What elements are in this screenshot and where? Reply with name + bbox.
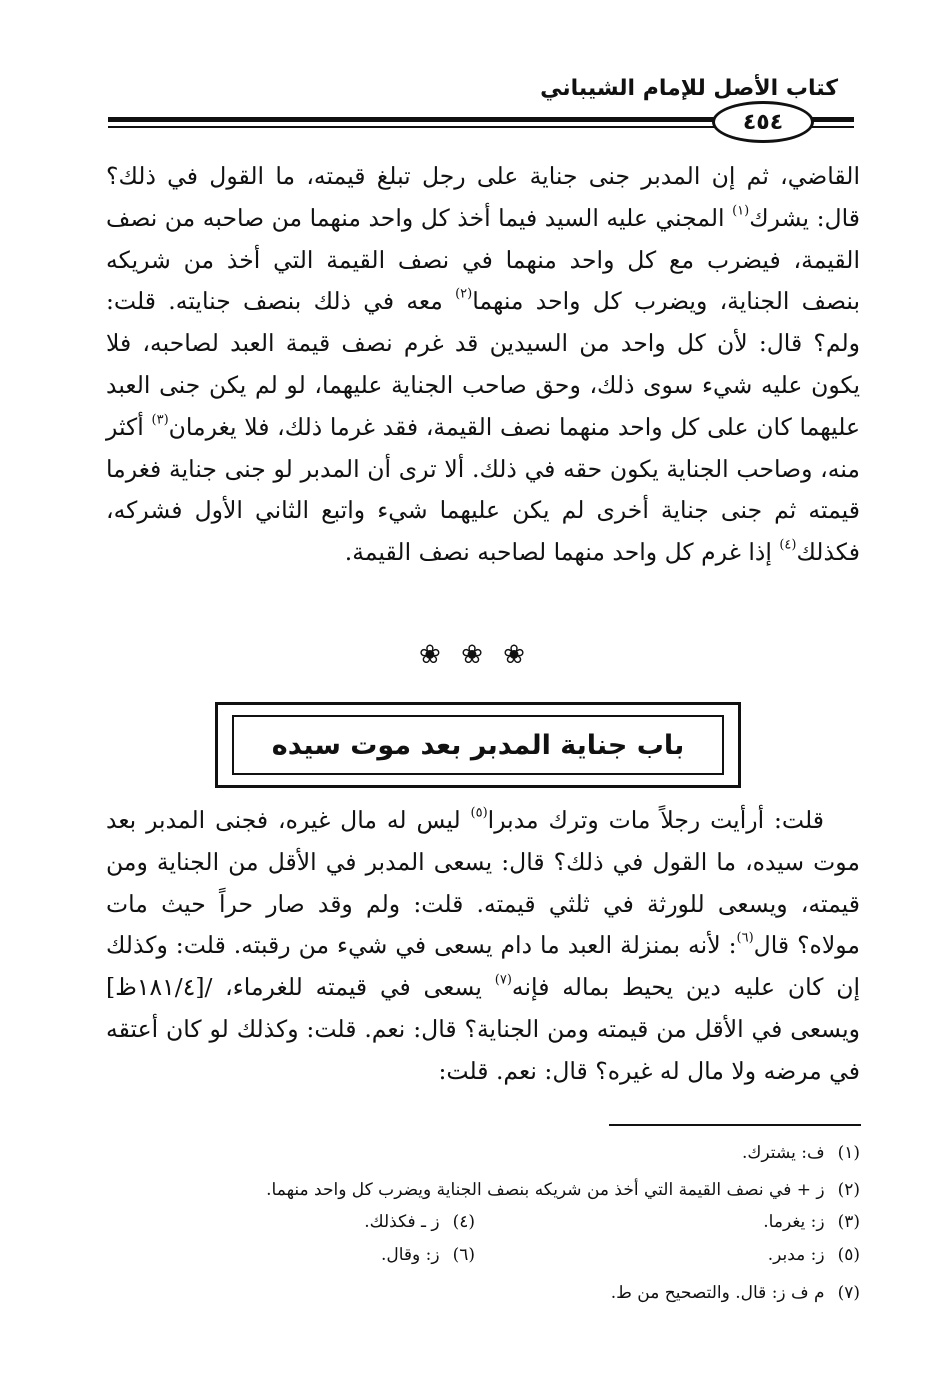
footnote-4	[364, 1210, 475, 1234]
paragraph-text: : لأنه بمنزلة العبد ما دام يسعى في شيء من رقبته. قلت: وكذلك إن كان عليه دين يحيط بماله فإنه	[106, 931, 860, 1002]
chapter-heading: باب جناية المدبر بعد موت سيده	[271, 729, 685, 761]
footnote-7	[611, 1281, 860, 1305]
paragraph-text: إذا غرم كل واحد منهما لصاحبه نصف القيمة.	[344, 538, 780, 567]
page-number: ٤٥٤	[742, 109, 784, 135]
footnote-1	[742, 1141, 860, 1165]
footnote-text: ز ـ فكذلك.	[364, 1212, 440, 1232]
footnote-text: ز: يغرما.	[763, 1212, 825, 1232]
paragraph-text: معه في ذلك بنصف جنايته. قلت: ولم؟ قال: لأن كل واحد من السيدين قد غرم نصف قيمة العبد لصاحبه، فلا يكون عليه شيء سوى ذلك، وحق صاحب الجناية عليهما، لو لم يكن جنى العبد عليهما كان على كل واحد منهما نصف القيمة، فقد غرما ذلك، فلا يغرمان	[106, 287, 860, 441]
footnote-text: م ف ز: قال. والتصحيح من ط.	[610, 1283, 825, 1303]
footnote-separator	[609, 1124, 861, 1126]
paragraph-text: قلت: أرأيت رجلاً مات وترك مدبرا	[487, 806, 824, 834]
chapter-heading-frame	[215, 702, 741, 788]
footnote-ref-1[interactable]: (١)	[732, 203, 750, 219]
footnote-number: (٦)	[452, 1245, 475, 1265]
paragraph-text: ليس له مال غيره، فجنى المدبر بعد موت سيده، ما القول في ذلك؟ قال: يسعى المدبر في الأقل من الجناية ومن قيمته، ويسعى للورثة في ثلثي قيمته. قلت: ولم وقد صار حراً حيث مات مولاه؟ قال	[106, 806, 860, 960]
footnote-number: (١)	[837, 1143, 860, 1163]
footnote-text: ز: مدبر.	[767, 1245, 825, 1265]
footnote-text: ز: وقال.	[380, 1245, 440, 1265]
footnote-ref-4[interactable]: (٤)	[779, 537, 797, 553]
chapter-heading-inner-frame	[232, 715, 724, 775]
page-number-badge	[712, 101, 814, 143]
paragraph-text: القاضي، ثم إن المدبر جنى جناية على رجل تبلغ قيمته، ما القول في ذلك؟ قال: يشرك	[106, 162, 860, 232]
footnote-ref-3[interactable]: (٣)	[151, 412, 169, 428]
section-divider-ornament: ❀ ❀ ❀	[419, 640, 531, 670]
paragraph-text: يسعى في قيمته للغرماء، /[١٨١/٤ظ] ويسعى في الأقل من قيمته ومن الجناية؟ قال: نعم. قلت: وكذلك لو كان أعتقه في مرضه ولا مال له غيره؟ قال: نعم. قلت:	[106, 973, 860, 1085]
footnote-5	[768, 1243, 860, 1267]
footnote-text: ف: يشترك.	[742, 1143, 825, 1163]
body-paragraph-1	[106, 156, 860, 574]
footnote-text: ز + في نصف القيمة التي أخذ من شريكه بنصف الجناية ويضرب كل واحد منهما.	[266, 1180, 825, 1200]
footnote-6	[381, 1243, 475, 1267]
paragraph-text: أكثر منه، وصاحب الجناية يكون حقه في ذلك. ألا ترى أن المدبر لو جنى جناية فغرما قيمته ثم جنى جناية أخرى لم يكن عليهما شيء واتبع الثاني الأول فشركه، فكذلك	[106, 412, 860, 567]
footnote-number: (٢)	[837, 1180, 860, 1200]
footnote-2	[266, 1178, 860, 1202]
footnote-ref-5[interactable]: (٥)	[470, 805, 488, 821]
footnote-ref-6[interactable]: (٦)	[736, 930, 754, 946]
footnote-number: (٤)	[452, 1212, 475, 1232]
footnote-ref-2[interactable]: (٢)	[455, 286, 473, 302]
footnote-ref-7[interactable]: (٧)	[494, 972, 512, 988]
running-header-title: كتاب الأصل للإمام الشيباني	[540, 76, 838, 101]
footnote-3	[763, 1210, 860, 1234]
footnote-number: (٣)	[837, 1212, 860, 1232]
footnote-number: (٧)	[837, 1283, 860, 1303]
paragraph-text: المجني عليه السيد فيما أخذ كل واحد منهما من صاحبه من نصف القيمة، فيضرب مع كل واحد منهما في نصف القيمة التي أخذ من شريكه بنصف الجناية، ويضرب كل واحد منهما	[106, 203, 860, 316]
body-paragraph-2	[106, 800, 860, 1093]
footnote-number: (٥)	[837, 1245, 860, 1265]
